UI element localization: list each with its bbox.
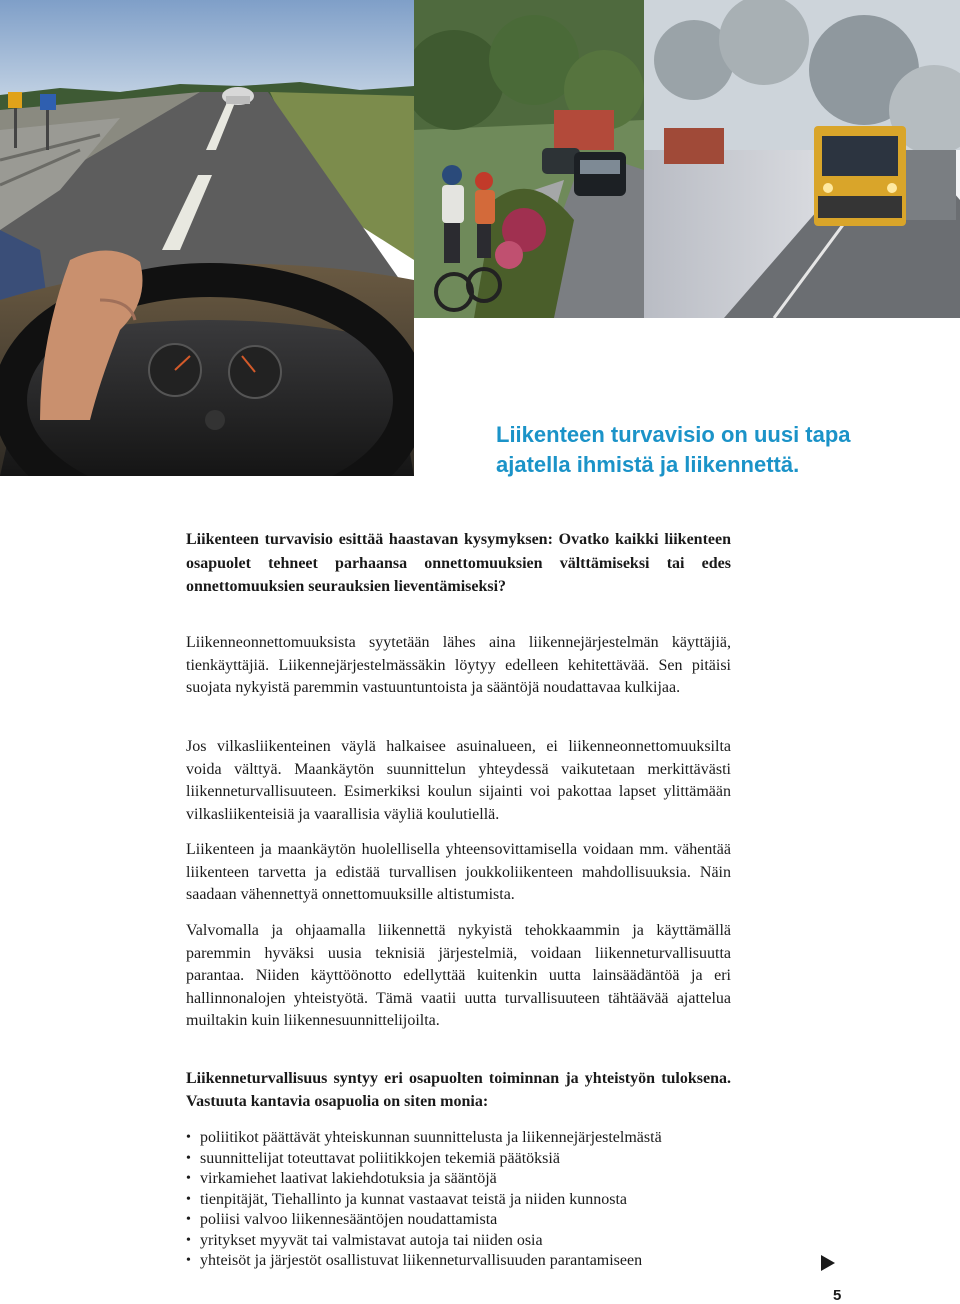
list-item: • tienpitäjät, Tiehallinto ja kunnat vastaavat teistä ja niiden kunnosta bbox=[186, 1190, 746, 1211]
headline-line-1: Liikenteen turvavisio on uusi tapa bbox=[496, 422, 851, 447]
body-paragraph: Liikenteen ja maankäytön huolellisella yhteensovittamisella voidaan mm. vähentää liikenteen tarvetta ja edistää turvallisen joukkoliikenteen mahdollisuuksia. Näin saadaan vähennettyä onnettomuuksille altistumista. bbox=[186, 841, 731, 903]
list-item: • poliisi valvoo liikennesääntöjen noudattamista bbox=[186, 1210, 746, 1231]
body-paragraph: Liikenneonnettomuuksista syytetään lähes aina liikennejärjestelmän käyttäjiä, tienkäyttäjiä. Liikennejärjestelmässäkin löytyy edelleen kehitettävää. Sen pitäisi suojata nykyistä paremmin vastuuntuntoista ja sääntöjä noudattavaa kulkijaa. bbox=[186, 634, 731, 696]
next-page-arrow-icon[interactable] bbox=[821, 1255, 835, 1271]
cyclists-truck-photo bbox=[414, 0, 960, 318]
headline-line-2: ajatella ihmistä ja liikennettä. bbox=[496, 452, 800, 477]
bullet-icon: • bbox=[186, 1232, 191, 1248]
list-item: • yhteisöt ja järjestöt osallistuvat liikenneturvallisuuden parantamiseen bbox=[186, 1251, 746, 1272]
intro-paragraph: Liikenteen turvavisio esittää haastavan kysymyksen: Ovatko kaikki liikenteen osapuolet tehneet parhaansa onnettomuuksien välttämiseksi tai edes onnettomuuksien seurauksien lieventämiseksi? bbox=[186, 531, 731, 595]
body-paragraph: Jos vilkasliikenteinen väylä halkaisee asuinalueen, ei liikenneonnettomuuksilta voida välttyä. Maankäytön suunnittelun yhteydessä vaikutetaan merkittävästi liikenneturvallisuuteen. Esimerkiksi koulun sijainti voi pakottaa lapset ylittämään vilkasliikenteisiä ja vaarallisia väyliä koulutiellä. bbox=[186, 738, 731, 823]
list-item: • yritykset myyvät tai valmistavat autoja tai niiden osia bbox=[186, 1231, 746, 1252]
list-lead: Liikenneturvallisuus syntyy eri osapuolten toiminnan ja yhteistyön tuloksena. Vastuuta kantavia osapuolia on siten monia: bbox=[186, 1070, 731, 1110]
list-item: • poliitikot päättävät yhteiskunnan suunnittelusta ja liikennejärjestelmästä bbox=[186, 1128, 746, 1149]
list-item: • virkamiehet laativat lakiehdotuksia ja sääntöjä bbox=[186, 1169, 746, 1190]
page-number: 5 bbox=[833, 1287, 842, 1304]
bullet-icon: • bbox=[186, 1191, 191, 1207]
bullet-icon: • bbox=[186, 1212, 191, 1227]
list-item: • suunnittelijat toteuttavat poliitikkojen tekemiä päätöksiä bbox=[186, 1149, 746, 1170]
page-headline bbox=[496, 420, 936, 480]
bullet-icon: • bbox=[186, 1150, 191, 1166]
driving-photo bbox=[0, 0, 414, 476]
bullet-icon: • bbox=[186, 1171, 191, 1186]
body-paragraph: Valvomalla ja ohjaamalla liikennettä nykyistä tehokkaammin ja käyttämällä paremmin hyväksi uusia teknisiä järjestelmiä, voidaan liikenneturvallisuutta parantaa. Niiden käyttöönotto edellyttää kuitenkin uutta lainsäädäntöä ja eri hallinnonalojen yhteistyötä. Tämä vaatii uutta turvallisuuteen tähtäävää ajattelua muiltakin kuin liikennesuunnittelijoilta. bbox=[186, 922, 731, 1029]
bullet-icon: • bbox=[186, 1253, 191, 1268]
bullet-icon: • bbox=[186, 1130, 191, 1145]
responsible-parties-list bbox=[186, 1128, 746, 1272]
